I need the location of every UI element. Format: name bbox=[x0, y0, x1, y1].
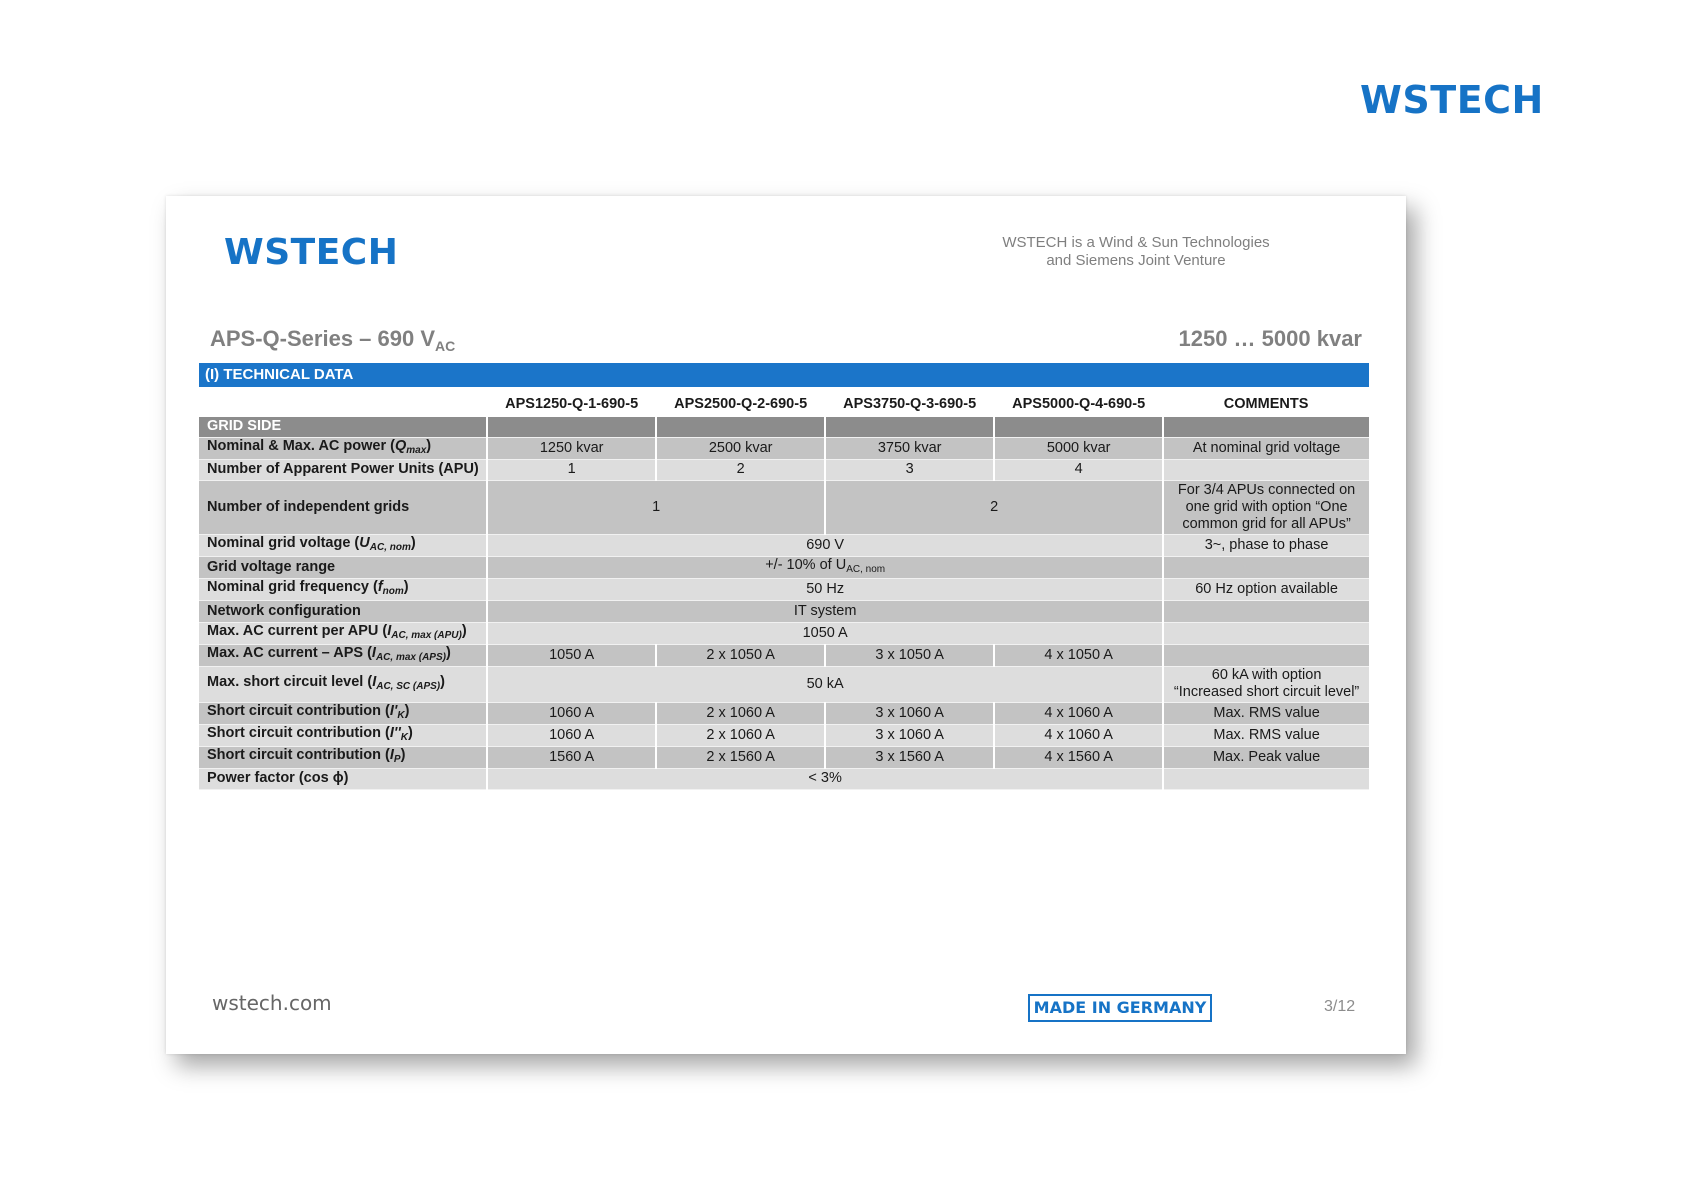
table-cell: 2 x 1560 A bbox=[656, 746, 825, 768]
row-label: Short circuit contribution $(I_P)$ bbox=[199, 746, 487, 768]
table-cell: 1 bbox=[487, 459, 656, 481]
table-cell: 3 x 1050 A bbox=[825, 644, 994, 666]
row-label: Network configuration bbox=[199, 601, 487, 623]
section-label: GRID SIDE bbox=[199, 417, 487, 437]
header-model-3: APS3750-Q-3-690-5 bbox=[825, 391, 994, 417]
page-number: 3/12 bbox=[1324, 998, 1356, 1015]
series-title bbox=[210, 326, 455, 354]
table-row bbox=[199, 437, 1369, 459]
header-blank bbox=[199, 391, 487, 417]
table-cell: 1 bbox=[487, 481, 825, 535]
header-model-2: APS2500-Q-2-690-5 bbox=[656, 391, 825, 417]
row-label: Short circuit contribution $(I'_K)$ bbox=[199, 702, 487, 724]
row-label: Nominal & Max. AC power $(Q_{max})$ bbox=[199, 437, 487, 459]
header-comments: COMMENTS bbox=[1163, 391, 1369, 417]
table-comment: Max. Peak value bbox=[1163, 746, 1369, 768]
table-comment: Max. RMS value bbox=[1163, 702, 1369, 724]
table-row bbox=[199, 459, 1369, 481]
table-comment: 60 kA with option “Increased short circuit level” bbox=[1163, 666, 1369, 702]
table-cell: 4 x 1060 A bbox=[994, 724, 1163, 746]
table-cell: 3 x 1060 A bbox=[825, 702, 994, 724]
table-cell: 1060 A bbox=[487, 724, 656, 746]
table-cell: 4 bbox=[994, 459, 1163, 481]
table-cell: 1050 A bbox=[487, 622, 1163, 644]
row-label: Max. AC current – APS $(I_{AC, max (APS)})$ bbox=[199, 644, 487, 666]
table-cell: 2 x 1060 A bbox=[656, 702, 825, 724]
table-cell: IT system bbox=[487, 601, 1163, 623]
row-label: Grid voltage range bbox=[199, 557, 487, 579]
series-voltage-sub: AC bbox=[435, 338, 456, 354]
table-comment bbox=[1163, 459, 1369, 481]
series-range: 1250 … 5000 kvar bbox=[1178, 326, 1362, 351]
table-row bbox=[199, 666, 1369, 702]
table-row bbox=[199, 768, 1369, 790]
slide-logo: WSTECH bbox=[224, 232, 399, 273]
section-row-grid-side bbox=[199, 417, 1369, 437]
joint-venture-note bbox=[986, 234, 1286, 270]
table-cell: 3 x 1560 A bbox=[825, 746, 994, 768]
table-row bbox=[199, 746, 1369, 768]
row-label: Short circuit contribution $(I''_K)$ bbox=[199, 724, 487, 746]
table-cell: 4 x 1050 A bbox=[994, 644, 1163, 666]
table-cell: 1560 A bbox=[487, 746, 656, 768]
table-cell: 3 x 1060 A bbox=[825, 724, 994, 746]
table-comment bbox=[1163, 622, 1369, 644]
table-cell: 3 bbox=[825, 459, 994, 481]
table-comment bbox=[1163, 557, 1369, 579]
row-label: Power factor (cos ϕ) bbox=[199, 768, 487, 790]
row-label: Nominal grid voltage $(U_{AC, nom})$ bbox=[199, 535, 487, 557]
row-label: Nominal grid frequency $(f_{nom})$ bbox=[199, 579, 487, 601]
table-row bbox=[199, 481, 1369, 535]
row-label: Number of independent grids bbox=[199, 481, 487, 535]
table-cell: 2 bbox=[656, 459, 825, 481]
table-comment bbox=[1163, 768, 1369, 790]
table-comment: 3~, phase to phase bbox=[1163, 535, 1369, 557]
table-cell: 1050 A bbox=[487, 644, 656, 666]
table-cell: 1250 kvar bbox=[487, 437, 656, 459]
table-row bbox=[199, 579, 1369, 601]
header-model-4: APS5000-Q-4-690-5 bbox=[994, 391, 1163, 417]
table-comment bbox=[1163, 644, 1369, 666]
table-comment: For 3/4 APUs connected on one grid with option “One common grid for all APUs” bbox=[1163, 481, 1369, 535]
wstech-logo-top: WSTECH bbox=[1360, 78, 1544, 122]
table-row bbox=[199, 644, 1369, 666]
table-comment: At nominal grid voltage bbox=[1163, 437, 1369, 459]
table-row bbox=[199, 535, 1369, 557]
jv-line-1: WSTECH is a Wind & Sun Technologies bbox=[1002, 234, 1270, 251]
slide-page bbox=[166, 196, 1406, 1054]
row-label: Number of Apparent Power Units (APU) bbox=[199, 459, 487, 481]
table-row bbox=[199, 557, 1369, 579]
series-name: APS-Q-Series bbox=[210, 326, 354, 351]
table-header-row bbox=[199, 391, 1369, 417]
series-voltage: – 690 V bbox=[353, 326, 436, 351]
table-cell: < 3% bbox=[487, 768, 1163, 790]
made-in-germany-badge: MADE IN GERMANY bbox=[1028, 994, 1212, 1022]
table-cell: 2 x 1060 A bbox=[656, 724, 825, 746]
row-label: Max. short circuit level $(I_{AC, SC (APS)})$ bbox=[199, 666, 487, 702]
table-row bbox=[199, 702, 1369, 724]
table-row bbox=[199, 601, 1369, 623]
technical-data-banner: (I) TECHNICAL DATA bbox=[199, 363, 1369, 387]
table-comment: Max. RMS value bbox=[1163, 724, 1369, 746]
table-comment bbox=[1163, 601, 1369, 623]
technical-data-table bbox=[199, 391, 1369, 790]
table-cell: 4 x 1060 A bbox=[994, 702, 1163, 724]
table-cell: 2 x 1050 A bbox=[656, 644, 825, 666]
table-cell: 50 kA bbox=[487, 666, 1163, 702]
table-cell: 690 V bbox=[487, 535, 1163, 557]
table-cell: 50 Hz bbox=[487, 579, 1163, 601]
header-model-1: APS1250-Q-1-690-5 bbox=[487, 391, 656, 417]
table-cell: 4 x 1560 A bbox=[994, 746, 1163, 768]
table-cell: 3750 kvar bbox=[825, 437, 994, 459]
table-comment: 60 Hz option available bbox=[1163, 579, 1369, 601]
jv-line-2: and Siemens Joint Venture bbox=[1046, 252, 1226, 269]
table-cell: 5000 kvar bbox=[994, 437, 1163, 459]
table-row bbox=[199, 622, 1369, 644]
row-label: Max. AC current per APU $(I_{AC, max (APU)})$ bbox=[199, 622, 487, 644]
footer-url: wstech.com bbox=[212, 991, 332, 1015]
table-cell: +/- 10% of $U_{AC, nom}$ bbox=[487, 557, 1163, 579]
table-row bbox=[199, 724, 1369, 746]
table-cell: 1060 A bbox=[487, 702, 656, 724]
table-cell: 2500 kvar bbox=[656, 437, 825, 459]
table-cell: 2 bbox=[825, 481, 1163, 535]
